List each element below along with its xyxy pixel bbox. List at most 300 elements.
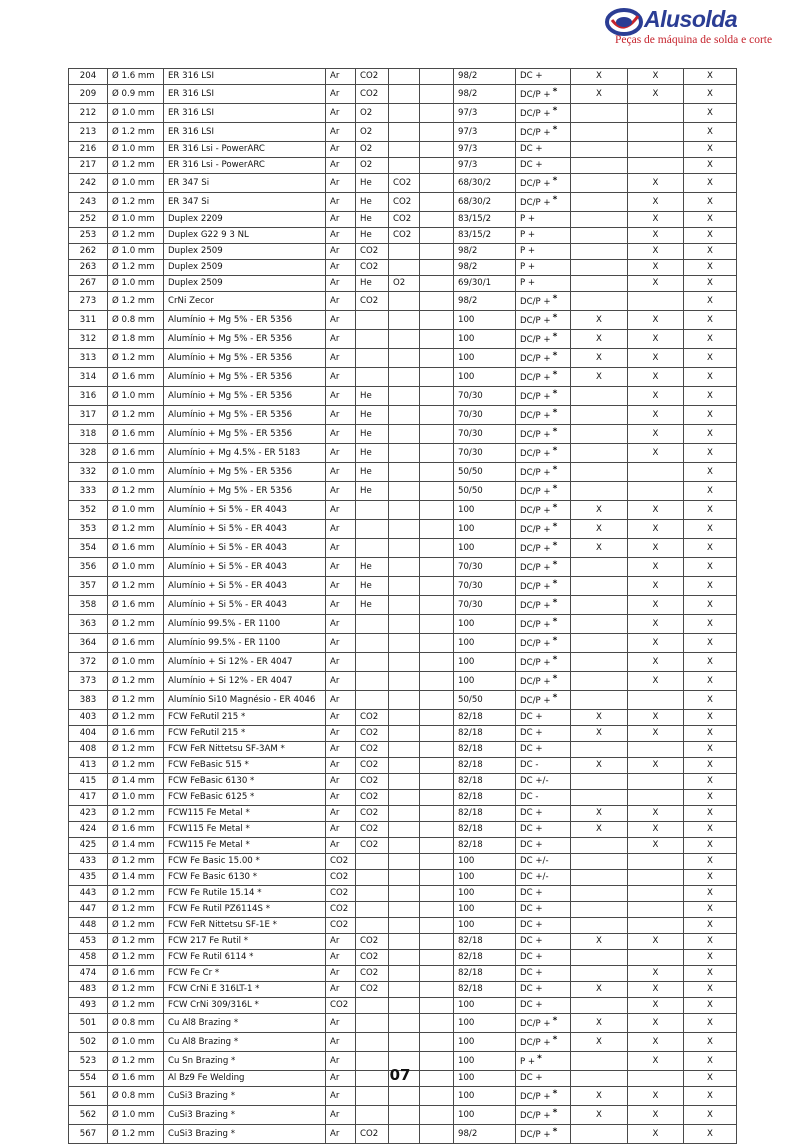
- mark3-cell: [684, 596, 737, 615]
- mark2-cell: [628, 425, 684, 444]
- current-cell-text: DC +: [520, 1073, 543, 1083]
- mark3-cell-text: X: [707, 694, 713, 705]
- current-cell-text: DC +/-: [520, 872, 549, 882]
- mark3-cell: [684, 558, 737, 577]
- gas1-cell: [326, 539, 356, 558]
- gas1-cell-text: Ar: [330, 485, 340, 496]
- code-cell-text: 364: [79, 637, 97, 648]
- current-cell-text: DC/P +: [520, 696, 551, 706]
- current-cell-text: DC +: [520, 144, 543, 154]
- mark3-cell: [684, 520, 737, 539]
- mix-cell-text: 100: [458, 314, 475, 325]
- mark3-cell-text: X: [707, 1055, 713, 1066]
- table-row: [69, 85, 737, 104]
- gas2-cell: [356, 387, 389, 406]
- material-cell-text: FCW Fe Basic 15.00 *: [168, 856, 260, 866]
- mark1-cell: [571, 691, 628, 710]
- gas4-cell: [420, 142, 454, 158]
- gas1-cell-text: Ar: [330, 561, 340, 572]
- mix-cell: [454, 387, 516, 406]
- mix-cell: [454, 311, 516, 330]
- mark2-cell-text: X: [652, 712, 659, 722]
- table-row: [69, 330, 737, 349]
- diameter-cell-text: Ø 1.0 mm: [112, 561, 155, 572]
- diameter-cell: [108, 558, 164, 577]
- mix-cell: [454, 349, 516, 368]
- mark1-cell: [571, 292, 628, 311]
- material-cell: [164, 212, 326, 228]
- current-cell-text: DC +/-: [520, 776, 549, 786]
- gas1-cell: [326, 653, 356, 672]
- current-cell: [516, 193, 571, 212]
- asterisk-icon: *: [552, 389, 558, 399]
- mark3-cell: [684, 1033, 737, 1052]
- gas2-cell: [356, 854, 389, 870]
- gas3-cell: [389, 260, 420, 276]
- gas4-cell: [420, 653, 454, 672]
- gas1-cell: [326, 482, 356, 501]
- material-cell-text: Duplex 2509: [168, 246, 223, 256]
- code-cell-text: 474: [79, 968, 97, 978]
- mark2-cell: [628, 1014, 684, 1033]
- mark2-cell: [628, 634, 684, 653]
- current-cell-text: DC/P +: [520, 525, 551, 535]
- material-cell-text: CuSi3 Brazing *: [168, 1128, 236, 1139]
- gas4-cell: [420, 742, 454, 758]
- gas2-cell-text: CO2: [360, 792, 379, 802]
- gas2-cell-text: He: [360, 409, 372, 420]
- asterisk-icon: *: [537, 1054, 542, 1064]
- gas1-cell-text: Ar: [330, 712, 340, 722]
- mark2-cell: [628, 193, 684, 212]
- code-cell-text: 425: [79, 840, 97, 850]
- mix-cell-text: 100: [458, 1109, 475, 1120]
- mark2-cell-text: X: [652, 656, 659, 667]
- diameter-cell-text: Ø 1.2 mm: [112, 1000, 155, 1010]
- gas1-cell: [326, 854, 356, 870]
- material-cell-text: FCW FeRutil 215 *: [168, 712, 246, 722]
- gas2-cell-text: O2: [360, 107, 373, 118]
- material-cell-text: CuSi3 Brazing *: [168, 1090, 236, 1101]
- material-cell: [164, 672, 326, 691]
- table-row: [69, 482, 737, 501]
- current-cell: [516, 292, 571, 311]
- diameter-cell-text: Ø 1.2 mm: [112, 744, 155, 754]
- current-cell: [516, 69, 571, 85]
- code-cell-text: 415: [79, 776, 97, 786]
- mark2-cell-text: X: [652, 428, 659, 439]
- code-cell: [69, 482, 108, 501]
- material-cell: [164, 349, 326, 368]
- mark2-cell-text: X: [652, 352, 659, 363]
- diameter-cell-text: Ø 1.0 mm: [112, 214, 155, 224]
- gas3-cell-text: CO2: [393, 177, 412, 188]
- mark2-cell-text: X: [652, 675, 659, 686]
- mark2-cell: [628, 726, 684, 742]
- mark3-cell: [684, 425, 737, 444]
- diameter-cell: [108, 998, 164, 1014]
- gas1-cell-text: Ar: [330, 71, 340, 81]
- mix-cell-text: 82/18: [458, 792, 483, 802]
- gas4-cell: [420, 349, 454, 368]
- current-cell-text: DC -: [520, 760, 539, 770]
- mark1-cell: [571, 918, 628, 934]
- code-cell: [69, 406, 108, 425]
- mix-cell-text: 82/18: [458, 936, 483, 946]
- gas1-cell-text: Ar: [330, 371, 340, 382]
- gas4-cell: [420, 387, 454, 406]
- brand-tagline: Peças de máquina de solda e corte: [615, 34, 773, 46]
- gas1-cell-text: Ar: [330, 952, 340, 962]
- gas2-cell: [356, 1033, 389, 1052]
- gas2-cell-text: CO2: [360, 808, 379, 818]
- mark1-cell: [571, 742, 628, 758]
- gas3-cell: [389, 998, 420, 1014]
- mark2-cell: [628, 174, 684, 193]
- code-cell-text: 424: [79, 824, 97, 834]
- mark3-cell-text: X: [707, 126, 713, 137]
- table-row: [69, 822, 737, 838]
- mark3-cell: [684, 244, 737, 260]
- gas4-cell: [420, 902, 454, 918]
- diameter-cell-text: Ø 0.9 mm: [112, 88, 155, 99]
- current-cell: [516, 501, 571, 520]
- gas4-cell: [420, 104, 454, 123]
- gas1-cell-text: Ar: [330, 352, 340, 363]
- diameter-cell-text: Ø 0.8 mm: [112, 1017, 155, 1028]
- mark2-cell-text: X: [652, 177, 659, 188]
- material-cell: [164, 870, 326, 886]
- mark2-cell: [628, 934, 684, 950]
- mark3-cell-text: X: [707, 618, 713, 629]
- mark2-cell: [628, 838, 684, 854]
- current-cell-text: P +: [520, 230, 536, 240]
- gas4-cell: [420, 710, 454, 726]
- material-cell-text: FCW FeBasic 6130 *: [168, 776, 255, 786]
- code-cell: [69, 463, 108, 482]
- table-row: [69, 104, 737, 123]
- gas2-cell: [356, 710, 389, 726]
- code-cell-text: 404: [79, 728, 97, 738]
- diameter-cell-text: Ø 1.0 mm: [112, 107, 155, 118]
- mix-cell: [454, 1033, 516, 1052]
- current-cell: [516, 142, 571, 158]
- gas1-cell-text: Ar: [330, 760, 340, 770]
- gas1-cell: [326, 1087, 356, 1106]
- mark2-cell-text: X: [652, 637, 659, 648]
- gas3-cell: [389, 886, 420, 902]
- gas3-cell: [389, 349, 420, 368]
- mark3-cell-text: X: [707, 580, 713, 591]
- gas3-cell: [389, 1014, 420, 1033]
- material-cell-text: Alumínio Si10 Magnésio - ER 4046: [168, 694, 316, 705]
- gas3-cell: [389, 193, 420, 212]
- asterisk-icon: *: [552, 408, 558, 418]
- code-cell-text: 493: [79, 1000, 97, 1010]
- gas2-cell-text: CO2: [360, 1128, 379, 1139]
- gas3-cell: [389, 501, 420, 520]
- mix-cell-text: 82/18: [458, 808, 483, 818]
- material-cell-text: ER 316 Lsi - PowerARC: [168, 160, 265, 170]
- current-cell: [516, 520, 571, 539]
- current-cell-text: DC/P +: [520, 90, 551, 100]
- table-row: [69, 501, 737, 520]
- table-row: [69, 174, 737, 193]
- table-row: [69, 966, 737, 982]
- mark1-cell: [571, 838, 628, 854]
- gas2-cell-text: He: [360, 428, 372, 439]
- gas2-cell-text: He: [360, 177, 372, 188]
- mix-cell-text: 82/18: [458, 952, 483, 962]
- table-row: [69, 710, 737, 726]
- mark3-cell-text: X: [707, 466, 713, 477]
- mark1-cell: [571, 85, 628, 104]
- gas1-cell-text: Ar: [330, 694, 340, 705]
- gas1-cell-text: Ar: [330, 107, 340, 118]
- gas1-cell-text: CO2: [330, 856, 349, 866]
- material-cell-text: Cu Al8 Brazing *: [168, 1017, 239, 1028]
- gas3-cell: [389, 1033, 420, 1052]
- gas2-cell: [356, 244, 389, 260]
- gas4-cell: [420, 69, 454, 85]
- current-cell: [516, 276, 571, 292]
- mark3-cell: [684, 726, 737, 742]
- gas4-cell: [420, 123, 454, 142]
- gas1-cell: [326, 838, 356, 854]
- current-cell: [516, 966, 571, 982]
- gas1-cell-text: Ar: [330, 776, 340, 786]
- material-cell-text: CuSi3 Brazing *: [168, 1109, 236, 1120]
- mark1-cell: [571, 387, 628, 406]
- code-cell: [69, 1087, 108, 1106]
- mark3-cell: [684, 104, 737, 123]
- material-cell-text: Alumínio + Si 5% - ER 4043: [168, 561, 288, 572]
- code-cell-text: 453: [79, 936, 97, 946]
- gas1-cell: [326, 244, 356, 260]
- mix-cell: [454, 1087, 516, 1106]
- gas1-cell-text: Ar: [330, 792, 340, 802]
- diameter-cell-text: Ø 1.2 mm: [112, 984, 155, 994]
- gas1-cell-text: Ar: [330, 447, 340, 458]
- gas1-cell-text: Ar: [330, 409, 340, 420]
- gas4-cell: [420, 691, 454, 710]
- material-cell-text: Alumínio + Si 12% - ER 4047: [168, 675, 293, 686]
- current-cell: [516, 158, 571, 174]
- mark3-cell-text: X: [707, 808, 713, 818]
- current-cell-text: DC/P +: [520, 297, 551, 307]
- material-cell: [164, 998, 326, 1014]
- diameter-cell: [108, 158, 164, 174]
- mix-cell-text: 100: [458, 888, 475, 898]
- current-cell: [516, 998, 571, 1014]
- diameter-cell: [108, 854, 164, 870]
- mark2-cell: [628, 311, 684, 330]
- gas4-cell: [420, 311, 454, 330]
- mix-cell: [454, 174, 516, 193]
- gas1-cell-text: Ar: [330, 246, 340, 256]
- gas4-cell: [420, 193, 454, 212]
- mark3-cell: [684, 710, 737, 726]
- material-cell-text: Al Bz9 Fe Welding: [168, 1073, 245, 1083]
- current-cell-text: DC/P +: [520, 601, 551, 611]
- gas3-cell-text: O2: [393, 278, 406, 288]
- mark3-cell: [684, 212, 737, 228]
- mix-cell-text: 68/30/2: [458, 177, 492, 188]
- current-cell-text: DC +: [520, 984, 543, 994]
- mark1-cell: [571, 806, 628, 822]
- mark1-cell: [571, 870, 628, 886]
- mark1-cell: [571, 726, 628, 742]
- mark3-cell-text: X: [707, 760, 713, 770]
- mix-cell: [454, 212, 516, 228]
- mark2-cell-text: X: [652, 71, 659, 81]
- current-cell-text: DC/P +: [520, 468, 551, 478]
- current-cell-text: DC/P +: [520, 620, 551, 630]
- mark2-cell: [628, 902, 684, 918]
- material-cell: [164, 260, 326, 276]
- mark1-cell: [571, 758, 628, 774]
- mark3-cell-text: X: [707, 333, 713, 344]
- gas1-cell-text: Ar: [330, 160, 340, 170]
- mark2-cell: [628, 558, 684, 577]
- gas2-cell-text: He: [360, 390, 372, 401]
- mark3-cell-text: X: [707, 936, 713, 946]
- mark2-cell: [628, 982, 684, 998]
- mark2-cell-text: X: [652, 1090, 659, 1101]
- gas1-cell: [326, 998, 356, 1014]
- mark2-cell: [628, 1033, 684, 1052]
- material-cell-text: Alumínio + Si 5% - ER 4043: [168, 504, 288, 515]
- diameter-cell-text: Ø 1.6 mm: [112, 371, 155, 382]
- gas1-cell: [326, 142, 356, 158]
- code-cell-text: 262: [79, 246, 97, 256]
- mix-cell: [454, 790, 516, 806]
- gas2-cell-text: He: [360, 580, 372, 591]
- gas2-cell: [356, 886, 389, 902]
- mix-cell-text: 83/15/2: [458, 214, 492, 224]
- material-cell: [164, 918, 326, 934]
- mix-cell: [454, 539, 516, 558]
- mark3-cell: [684, 634, 737, 653]
- mark1-cell: [571, 260, 628, 276]
- mark2-cell: [628, 774, 684, 790]
- current-cell: [516, 104, 571, 123]
- asterisk-icon: *: [552, 598, 558, 608]
- mark1-cell: [571, 425, 628, 444]
- diameter-cell-text: Ø 0.8 mm: [112, 314, 155, 325]
- diameter-cell-text: Ø 1.0 mm: [112, 1109, 155, 1120]
- material-cell-text: FCW FeR Nittetsu SF-1E *: [168, 920, 277, 930]
- gas1-cell-text: Ar: [330, 618, 340, 629]
- mark3-cell: [684, 653, 737, 672]
- code-cell-text: 358: [79, 599, 97, 610]
- gas3-cell: [389, 934, 420, 950]
- mix-cell: [454, 806, 516, 822]
- gas1-cell-text: Ar: [330, 295, 340, 306]
- gas1-cell: [326, 1033, 356, 1052]
- table-row: [69, 212, 737, 228]
- gas1-cell: [326, 212, 356, 228]
- code-cell: [69, 228, 108, 244]
- gas1-cell-text: Ar: [330, 196, 340, 207]
- table-row: [69, 228, 737, 244]
- mix-cell: [454, 1014, 516, 1033]
- material-cell-text: ER 316 LSI: [168, 126, 215, 137]
- mix-cell: [454, 577, 516, 596]
- mark1-cell: [571, 193, 628, 212]
- material-cell: [164, 634, 326, 653]
- gas1-cell: [326, 886, 356, 902]
- diameter-cell-text: Ø 1.0 mm: [112, 144, 155, 154]
- diameter-cell: [108, 726, 164, 742]
- code-cell: [69, 212, 108, 228]
- material-cell: [164, 1087, 326, 1106]
- diameter-cell: [108, 742, 164, 758]
- mark2-cell-text: X: [652, 262, 659, 272]
- asterisk-icon: *: [552, 1016, 558, 1026]
- material-cell: [164, 1014, 326, 1033]
- code-cell: [69, 806, 108, 822]
- diameter-cell-text: Ø 1.0 mm: [112, 792, 155, 802]
- table-row: [69, 406, 737, 425]
- brand-logo: [600, 2, 796, 50]
- mark3-cell-text: X: [707, 952, 713, 962]
- code-cell: [69, 276, 108, 292]
- material-cell-text: FCW FeBasic 515 *: [168, 760, 249, 770]
- gas1-cell: [326, 104, 356, 123]
- gas4-cell: [420, 406, 454, 425]
- gas3-cell-text: CO2: [393, 230, 412, 240]
- material-cell-text: Duplex G22 9 3 NL: [168, 230, 249, 240]
- mark1-cell: [571, 228, 628, 244]
- current-cell-text: DC/P +: [520, 1038, 551, 1048]
- mark3-cell: [684, 966, 737, 982]
- mark3-cell-text: X: [707, 371, 713, 382]
- diameter-cell-text: Ø 1.6 mm: [112, 968, 155, 978]
- diameter-cell: [108, 349, 164, 368]
- diameter-cell-text: Ø 1.4 mm: [112, 840, 155, 850]
- code-cell: [69, 966, 108, 982]
- mark3-cell: [684, 463, 737, 482]
- asterisk-icon: *: [552, 465, 558, 475]
- material-cell: [164, 596, 326, 615]
- code-cell-text: 263: [79, 262, 97, 272]
- gas3-cell: [389, 870, 420, 886]
- mark1-cell: [571, 982, 628, 998]
- code-cell-text: 267: [79, 278, 97, 288]
- gas1-cell: [326, 1014, 356, 1033]
- mark1-cell-text: X: [596, 71, 602, 81]
- mark1-cell: [571, 1033, 628, 1052]
- code-cell-text: 353: [79, 523, 97, 534]
- mix-cell: [454, 425, 516, 444]
- mark1-cell: [571, 710, 628, 726]
- code-cell: [69, 918, 108, 934]
- mark2-cell: [628, 691, 684, 710]
- gas1-cell-text: Ar: [330, 744, 340, 754]
- mark3-cell: [684, 501, 737, 520]
- mark1-cell: [571, 174, 628, 193]
- gas4-cell: [420, 758, 454, 774]
- mark2-cell-text: X: [652, 333, 659, 344]
- gas1-cell-text: CO2: [330, 888, 349, 898]
- gas2-cell: [356, 123, 389, 142]
- mark1-cell: [571, 142, 628, 158]
- mark3-cell: [684, 228, 737, 244]
- current-cell: [516, 950, 571, 966]
- gas2-cell-text: O2: [360, 160, 373, 170]
- mark1-cell-text: X: [596, 1109, 602, 1120]
